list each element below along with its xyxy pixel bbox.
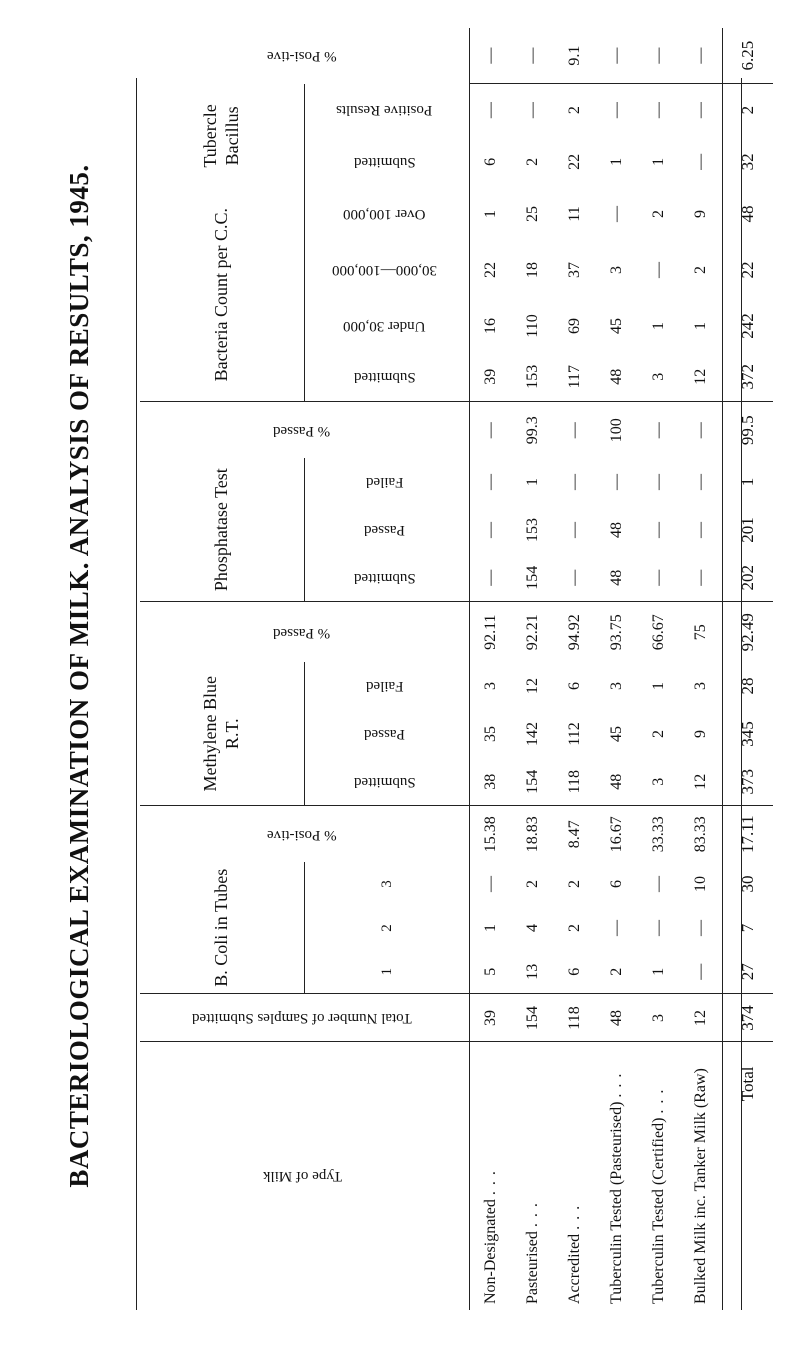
header-mbrt: Methylene Blue R.T. — [140, 662, 305, 806]
data-cell: — — [482, 875, 499, 892]
data-cell: 9 — [692, 209, 709, 218]
data-cell: 33.33 — [638, 806, 680, 862]
data-cell: 11 — [566, 206, 583, 222]
data-cell: 48 — [608, 569, 625, 586]
data-cell: — — [524, 47, 541, 64]
header-bacteria-count: Bacteria Count per C.C. — [140, 188, 305, 402]
data-cell: — — [482, 521, 499, 538]
table-row — [512, 28, 554, 1310]
total-cell: 30 — [723, 862, 774, 906]
data-cell: — — [692, 963, 709, 980]
total-cell: 2 — [723, 84, 774, 136]
data-cell: 94.92 — [554, 602, 596, 662]
page-title: BACTERIOLOGICAL EXAMINATION OF MILK. ANALYSIS OF RESULTS, 1945. — [64, 164, 94, 1188]
data-cell: 25 — [524, 205, 541, 222]
data-cell: — — [608, 920, 625, 936]
data-cell: 69 — [566, 317, 583, 334]
data-cell: 6 — [566, 681, 583, 690]
bact-col-over: Over 100,000 — [305, 188, 470, 240]
total-label: Total — [723, 1042, 774, 1310]
milk-type-cell — [512, 1042, 554, 1310]
milk-type-cell — [470, 1042, 513, 1310]
data-cell: 3 — [650, 777, 667, 786]
total-cell: 202 — [723, 554, 774, 602]
data-cell: 2 — [566, 879, 583, 888]
data-cell: 100 — [596, 402, 638, 458]
data-cell: — — [512, 84, 554, 136]
data-cell: 35 — [482, 725, 499, 742]
data-cell: — — [482, 473, 499, 490]
data-cell: 3 — [608, 681, 625, 690]
leader-dots: ... — [482, 1165, 499, 1196]
data-cell: 118 — [566, 770, 583, 794]
table-row — [470, 28, 513, 1310]
data-cell: — — [650, 875, 667, 892]
milk-type-cell — [596, 1042, 638, 1310]
data-cell: 1 — [650, 967, 667, 976]
data-cell: 2 — [608, 967, 625, 976]
total-cell: 17.11 — [723, 806, 774, 862]
data-cell: — — [596, 84, 638, 136]
data-cell: 3 — [482, 681, 499, 690]
header-tubercle: Tubercle Bacillus — [140, 84, 305, 188]
data-cell: — — [650, 920, 667, 936]
data-cell: 4 — [524, 924, 541, 932]
data-cell: 99.3 — [512, 402, 554, 458]
total-cell: 372 — [723, 352, 774, 402]
data-cell: 154 — [524, 565, 541, 590]
data-cell: — — [608, 205, 625, 222]
data-cell: 39 — [470, 994, 513, 1042]
total-cell: 345 — [723, 710, 774, 758]
data-cell: — — [482, 47, 499, 64]
data-cell: 2 — [566, 924, 583, 932]
total-cell: 373 — [723, 758, 774, 806]
header-bcoli: B. Coli in Tubes — [140, 862, 305, 994]
data-cell: 12 — [680, 994, 723, 1042]
milk-type-label: Tuberculin Tested (Certified) — [650, 1117, 667, 1304]
data-cell: — — [692, 473, 709, 490]
data-cell: 8.47 — [554, 806, 596, 862]
total-cell: 28 — [723, 662, 774, 710]
data-cell: 1 — [692, 321, 709, 330]
bcoli-col-2: 2 — [305, 906, 470, 950]
data-cell: 6 — [482, 157, 499, 166]
data-cell: 9.1 — [566, 45, 583, 66]
table-row — [680, 28, 723, 1310]
table-row — [596, 28, 638, 1310]
data-cell: 39 — [482, 368, 499, 385]
data-cell: — — [692, 47, 709, 64]
total-cell: 374 — [723, 994, 774, 1042]
data-cell: 3 — [692, 681, 709, 690]
leader-dots: ... — [650, 1083, 667, 1114]
data-cell: 48 — [608, 773, 625, 790]
data-cell: 18 — [524, 261, 541, 278]
data-cell: 13 — [524, 963, 541, 980]
total-cell: 242 — [723, 300, 774, 352]
data-cell: 6 — [566, 967, 583, 976]
data-cell: 93.75 — [596, 602, 638, 662]
data-cell: 2 — [524, 879, 541, 888]
data-cell: — — [692, 569, 709, 586]
total-cell: 99.5 — [723, 402, 774, 458]
data-cell: 22 — [482, 261, 499, 278]
data-cell: — — [608, 473, 625, 490]
data-cell: — — [470, 402, 513, 458]
table-row — [638, 28, 680, 1310]
data-cell: 3 — [638, 994, 680, 1042]
data-cell: 38 — [482, 773, 499, 790]
total-cell: 22 — [723, 240, 774, 300]
header-tb-pct: % Posi-tive — [140, 28, 470, 84]
data-cell: — — [650, 261, 667, 278]
data-cell: — — [638, 84, 680, 136]
header-type: Type of Milk — [140, 1042, 470, 1310]
milk-type-cell — [554, 1042, 596, 1310]
tb-col-positive: Positive Results — [305, 84, 470, 136]
data-cell: 45 — [608, 317, 625, 334]
data-cell: 10 — [692, 875, 709, 892]
data-cell: 142 — [524, 721, 541, 746]
total-row — [723, 28, 774, 1310]
data-cell: 5 — [482, 967, 499, 976]
data-cell: — — [692, 153, 709, 170]
data-cell: 112 — [566, 722, 583, 746]
data-cell: 3 — [650, 372, 667, 381]
table-total — [723, 28, 774, 1310]
data-cell: 153 — [524, 517, 541, 542]
bact-col-mid: 30,000—100,000 — [305, 240, 470, 300]
phos-col-passed: Passed — [305, 506, 470, 554]
total-cell: 1 — [723, 458, 774, 506]
leader-dots: ... — [524, 1197, 541, 1228]
mbrt-col-failed: Failed — [305, 662, 470, 710]
tb-col-submitted: Submitted — [305, 136, 470, 188]
data-cell: 48 — [596, 994, 638, 1042]
data-cell: — — [566, 569, 583, 586]
milk-type-cell — [680, 1042, 723, 1310]
data-cell: 110 — [524, 314, 541, 338]
mbrt-col-passed: Passed — [305, 710, 470, 758]
results-table — [140, 28, 773, 1310]
data-cell: 2 — [650, 729, 667, 738]
data-cell: — — [608, 47, 625, 64]
table-row — [554, 28, 596, 1310]
data-cell: — — [566, 473, 583, 490]
data-cell: 154 — [512, 994, 554, 1042]
total-cell: 201 — [723, 506, 774, 554]
data-cell: — — [692, 920, 709, 936]
data-cell: 37 — [566, 261, 583, 278]
data-cell: 12 — [692, 773, 709, 790]
data-cell: 66.67 — [638, 602, 680, 662]
total-cell: 92.49 — [723, 602, 774, 662]
data-cell: 16.67 — [596, 806, 638, 862]
bcoli-col-3: 3 — [305, 862, 470, 906]
leader-dots: ... — [566, 1199, 583, 1230]
total-cell: 27 — [723, 950, 774, 994]
data-cell: 2 — [692, 265, 709, 274]
bact-col-submitted: Submitted — [305, 352, 470, 402]
data-cell: — — [650, 47, 667, 64]
bcoli-col-1: 1 — [305, 950, 470, 994]
milk-type-label: Non-Designated — [482, 1199, 499, 1304]
data-cell: 83.33 — [680, 806, 723, 862]
header-phos-pct: % Passed — [140, 402, 470, 458]
data-cell: 1 — [482, 209, 499, 218]
data-cell: — — [650, 569, 667, 586]
milk-type-label: Pasteurised — [524, 1231, 541, 1304]
data-cell: 12 — [524, 677, 541, 694]
milk-type-cell — [638, 1042, 680, 1310]
data-cell: 117 — [566, 365, 583, 389]
data-cell: 1 — [650, 157, 667, 166]
data-cell: 1 — [650, 321, 667, 330]
data-cell: — — [638, 402, 680, 458]
data-cell: 48 — [608, 521, 625, 538]
data-cell: 3 — [608, 265, 625, 274]
data-cell: 75 — [680, 602, 723, 662]
data-cell: 118 — [554, 994, 596, 1042]
phos-col-failed: Failed — [305, 458, 470, 506]
data-cell: — — [482, 569, 499, 586]
data-cell: 153 — [524, 364, 541, 389]
header-phosphatase: Phosphatase Test — [140, 458, 305, 602]
data-cell: — — [566, 521, 583, 538]
data-cell: 22 — [566, 153, 583, 170]
table-body — [470, 28, 723, 1310]
data-cell: — — [650, 521, 667, 538]
data-cell: 1 — [650, 681, 667, 690]
data-cell: 92.21 — [512, 602, 554, 662]
data-cell: 15.38 — [470, 806, 513, 862]
data-cell: 92.11 — [470, 602, 513, 662]
data-cell: 2 — [650, 209, 667, 218]
data-cell: 6 — [608, 879, 625, 888]
bact-col-under: Under 30,000 — [305, 300, 470, 352]
header-mbrt-pct: % Passed — [140, 602, 470, 662]
data-cell: 12 — [692, 368, 709, 385]
total-cell: 48 — [723, 188, 774, 240]
total-cell: 6.25 — [723, 28, 774, 84]
data-cell: 1 — [482, 924, 499, 932]
data-cell: — — [650, 473, 667, 490]
header-row-groups — [140, 28, 305, 1310]
data-cell: — — [692, 521, 709, 538]
data-cell: 16 — [482, 317, 499, 334]
data-cell: — — [470, 84, 513, 136]
data-cell: — — [680, 84, 723, 136]
header-bcoli-pct: % Posi-tive — [140, 806, 470, 862]
leader-dots: ... — [608, 1067, 625, 1098]
milk-type-label: Tuberculin Tested (Pasteurised) — [608, 1101, 625, 1304]
data-cell: 1 — [608, 157, 625, 166]
data-cell: — — [680, 402, 723, 458]
milk-type-label: Bulked Milk inc. Tanker Milk (Raw) — [692, 1068, 709, 1304]
phos-col-submitted: Submitted — [305, 554, 470, 602]
data-cell: 2 — [554, 84, 596, 136]
data-cell: 154 — [524, 769, 541, 794]
data-cell: 2 — [524, 157, 541, 166]
total-cell: 7 — [723, 906, 774, 950]
milk-type-label: Accredited — [566, 1233, 583, 1304]
data-cell: 1 — [524, 477, 541, 486]
data-cell: 18.83 — [512, 806, 554, 862]
header-samples: Total Number of Samples Submitted — [140, 994, 470, 1042]
data-cell: 48 — [608, 368, 625, 385]
total-cell: 32 — [723, 136, 774, 188]
mbrt-col-submitted: Submitted — [305, 758, 470, 806]
data-cell: — — [554, 402, 596, 458]
data-cell: 45 — [608, 725, 625, 742]
data-cell: 9 — [692, 729, 709, 738]
